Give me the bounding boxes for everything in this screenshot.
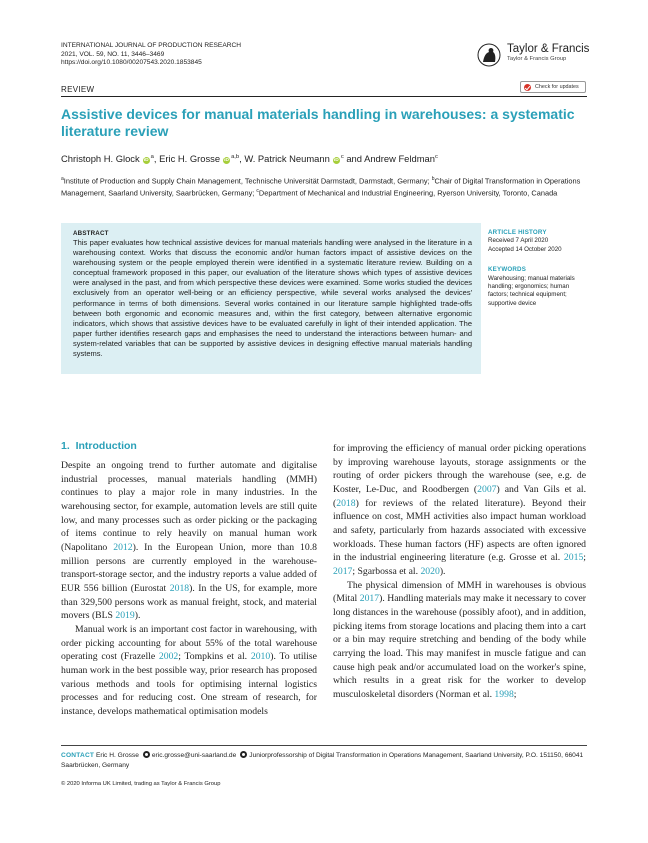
footer-divider [61, 745, 587, 746]
paragraph-text: The physical dimension of MMH in warehouses is obvious (Mital [333, 579, 586, 605]
affil-sup: a [61, 176, 64, 182]
affiliations [61, 174, 591, 199]
citation-link[interactable]: 2020 [420, 565, 440, 577]
paragraph-text: ; [583, 552, 586, 564]
author-separator: , [153, 153, 160, 164]
citation-link[interactable]: 2002 [158, 651, 179, 663]
keywords-heading: KEYWORDS [488, 266, 527, 274]
abstract-box [61, 223, 481, 374]
journal-info [61, 42, 241, 68]
tf-bust-icon [476, 43, 502, 67]
paragraph-text: Manual work is an important cost factor in warehousing, with order picking accounting for about 55% of the total warehouse operating cost (Frazelle [61, 623, 317, 663]
paragraph-text: ). [134, 610, 141, 622]
orcid-icon[interactable]: iD [333, 158, 339, 163]
paragraph-text: ). [439, 565, 446, 577]
paragraph-text: ; [513, 688, 517, 700]
citation-link[interactable]: 2017 [359, 593, 380, 605]
publisher-group: Taylor & Francis Group [507, 56, 567, 62]
keywords-text: Warehousing; manual materials handling; ergonomics; human factors; technical equipment; supportive device [488, 274, 575, 307]
citation-link[interactable]: 2007 [477, 483, 497, 495]
check-updates-button[interactable] [520, 81, 586, 93]
citation-link[interactable]: 2018 [169, 582, 190, 594]
paragraph [333, 579, 586, 702]
citation-link[interactable]: 2019 [115, 610, 135, 622]
history-received: Received 7 April 2020 [488, 237, 549, 245]
paragraph [61, 623, 317, 719]
paragraph [333, 442, 586, 579]
check-updates-icon [524, 84, 531, 91]
body-column-right [333, 442, 586, 701]
affil-text: Chair of Digital Transformation in Operations Management, Saarland University, Saarbrücken, Germany; [61, 176, 581, 198]
header-divider [61, 96, 587, 97]
paragraph-text: ). Handling materials may make it necessary to cover long distances in the warehouse (possibly afoot), and in addition, picking items from storage locations and placing them into a cart or a bin may require stretching and bending of the body while carrying the load. This may manifest in muscle fatigue and can cause high peak and/or accumulated load on the worker's spine, which results in a great risk for the worker to develop musculoskeletal disorders (Norman et al. [333, 593, 587, 700]
paragraph-text: ). To utilise human work in the best possible way, prior research has proposed various methods and tools for optimising internal logistics processes and for reducing cost. One stream of research, for instance, develops mathematical optimisation models [61, 651, 317, 717]
section-heading: 1. Introduction [61, 440, 137, 452]
paragraph [61, 459, 317, 623]
paragraph-text: ; Tompkins et al. [178, 651, 251, 663]
paragraph-text: Despite an ongoing trend to further automate and digitalise industrial processes, manual materials handling (MMH) continues to play a major role in many industries. In the warehousing sector, for example, automation levels are still quite low, and many processes such as order picking or the packaging of items continue to rely heavily on manual human work (Napolitano [61, 460, 317, 553]
contact-email[interactable]: eric.grosse@uni-saarland.de [151, 752, 237, 759]
author-name: Andrew Feldman [364, 153, 435, 164]
author-name: Christoph H. Glock [61, 153, 140, 164]
citation-link[interactable]: 2015 [563, 552, 584, 564]
publisher-name: Taylor & Francis [507, 43, 590, 55]
orcid-icon[interactable]: iD [143, 158, 149, 163]
citation-link[interactable]: 1998 [494, 688, 514, 700]
location-icon [240, 751, 247, 758]
citation-link[interactable]: 2010 [250, 651, 271, 663]
author-list [61, 153, 438, 164]
article-title: Assistive devices for manual materials handling in warehouses: a systematic literature review [61, 106, 575, 139]
journal-doi[interactable]: https://doi.org/10.1080/00207543.2020.1853845 [61, 59, 202, 67]
paragraph-text: ) for reviews of the related literature). Beyond their influence on cost, MMH activities also impact human workload and safety, particularly from hazards associated with excessive workloads. These human factors (HF) aspects are often ignored in the industrial engineering literature (e.g. Grosse et al. [333, 497, 586, 564]
affil-sup: c [256, 188, 259, 195]
citation-link[interactable]: 2012 [113, 541, 133, 553]
history-heading: ARTICLE HISTORY [488, 229, 547, 236]
copyright: © 2020 Informa UK Limited, trading as Taylor & Francis Group [61, 781, 221, 787]
journal-volume: 2021, VOL. 59, NO. 11, 3446–3469 [61, 50, 165, 58]
paragraph-text: for improving the efficiency of manual order picking operations by improving warehouse layouts, storage assignments or the routing of order pickers through the warehouse (see, e.g. de Koster, Le-Duc, and Roodbergen ( [333, 443, 586, 495]
article-type: REVIEW [61, 85, 95, 94]
contact-label: CONTACT [61, 752, 95, 759]
publisher-logo[interactable] [476, 43, 589, 67]
abstract-heading: ABSTRACT [73, 230, 109, 237]
author-name: Eric H. Grosse [159, 153, 221, 164]
paragraph-text: ) and Van Gils et al. ( [333, 483, 586, 509]
affil-sup: b [431, 176, 435, 182]
abstract-text: This paper evaluates how technical assistive devices for manual materials handling were analysed in the literature in a warehousing context. Works that discuss the economic and/or human factors impact of assistive devices on the warehousing system or the people employed therein were identified in a systematic literature review. Building on a conceptual framework proposed in this paper, our evaluation of the literature shows which types of assistive devices were analysed in the past, and from which perspective these devices were examined. Some works studied the devices exclusively from an operator well-being or an efficiency perspective, while several works analysed the devices' performance in terms of both dimensions. Several works contained in our literature sample highlighted trade-offs between both ergonomic and economic measures and, within the first category, between alternative ergonomic indicators, which shows that assistive devices have to be evaluated carefully in light of their intended application. The paper further identifies research gaps and emphasises the need to understand the interactions between human- and system-related variables that can be supported by assistive devices in designing effective manual materials handling systems. [73, 238, 472, 359]
contact-position: Juniorprofessorship of Digital Transformation in Operations Management, Saarland University, P.O. 151150, 66041 Saarbrücken, Germany [61, 752, 584, 769]
citation-link[interactable]: 2017 [333, 565, 353, 577]
author-name: W. Patrick Neumann [244, 153, 330, 164]
journal-name: INTERNATIONAL JOURNAL OF PRODUCTION RESEARCH [61, 42, 242, 49]
author-affil-sup: a,b [231, 153, 240, 160]
history-accepted: Accepted 14 October 2020 [488, 245, 562, 253]
contact-info [61, 751, 591, 770]
check-updates-label: Check for updates [535, 84, 579, 90]
contact-name: Eric H. Grosse [96, 752, 139, 759]
body-column-left [61, 459, 317, 718]
paragraph-text: ). In the US, for example, more than 329,500 persons work as manual freight, stock, and material movers (BLS [61, 582, 318, 622]
article-sidebar [488, 229, 588, 308]
paragraph-text: ; Sgarbossa et al. [352, 565, 421, 577]
paragraph-text: ). In the European Union, more than 10.8 million persons are currently employed in the warehouse-transport-storage sector, and the industry reports a value added of EUR 556 billion (Eurostat [61, 541, 317, 594]
orcid-icon[interactable]: iD [224, 158, 229, 163]
affil-text: Institute of Production and Supply Chain Management, Technische Universität Darmstadt, Darmstadt, Germany; [63, 176, 432, 186]
author-affil-sup: a [150, 153, 154, 160]
author-affil-sup: c [434, 153, 438, 160]
citation-link[interactable]: 2018 [336, 497, 356, 509]
author-affil-sup: c [340, 153, 344, 160]
author-separator: , [239, 153, 245, 164]
author-separator: and [343, 153, 365, 164]
affil-text: Department of Mechanical and Industrial Engineering, Ryerson University, Toronto, Canada [258, 188, 558, 198]
email-icon [143, 751, 150, 758]
